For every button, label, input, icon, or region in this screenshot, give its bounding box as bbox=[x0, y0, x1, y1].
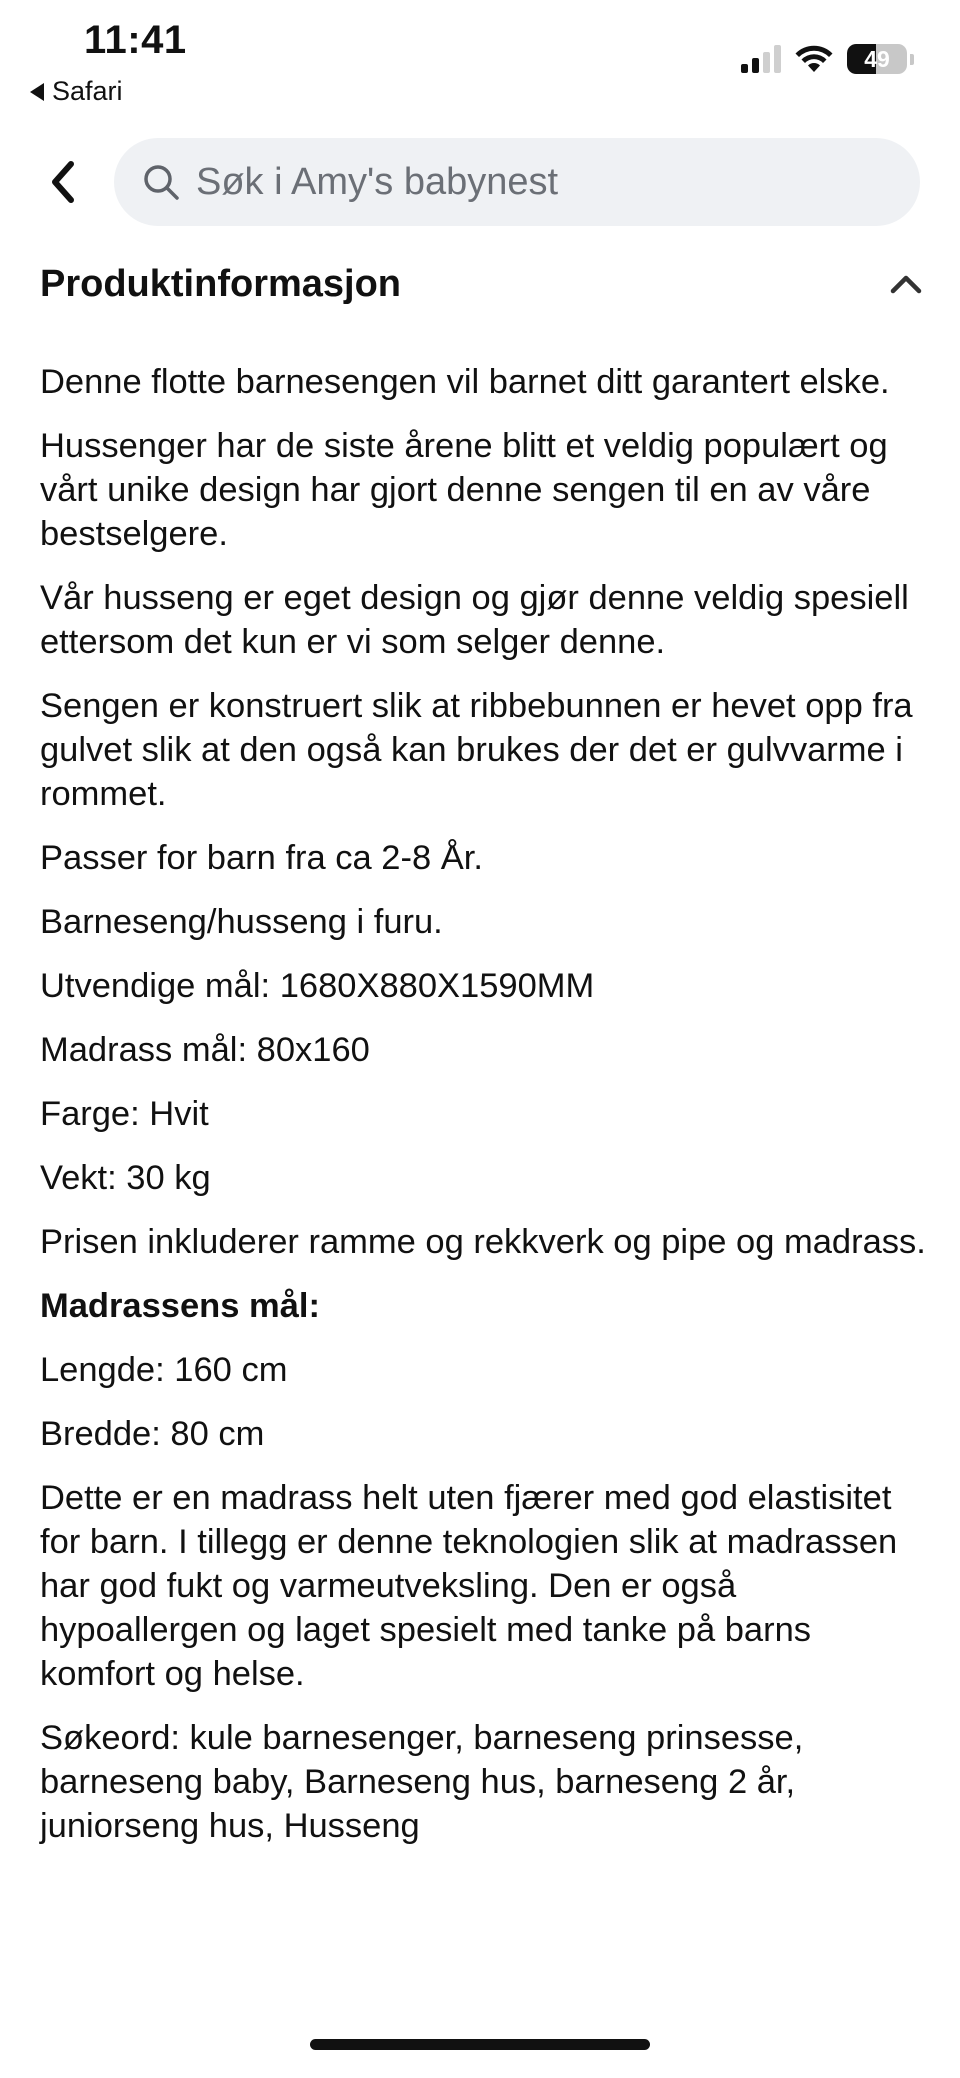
chevron-up-icon[interactable] bbox=[886, 264, 926, 304]
paragraph: Bredde: 80 cm bbox=[40, 1415, 265, 1453]
cellular-signal-icon bbox=[741, 45, 781, 73]
section-title: Produktinformasjon bbox=[40, 262, 402, 305]
back-app-label: Safari bbox=[52, 76, 123, 106]
product-info-header[interactable] bbox=[40, 256, 920, 312]
paragraph: Søkeord: kule barnesenger, barneseng prinsesse, barneseng baby, Barneseng hus, barneseng 2 år, juniorseng hus, Husseng bbox=[40, 1719, 804, 1845]
status-bar bbox=[0, 0, 960, 120]
back-button[interactable] bbox=[34, 154, 90, 210]
mattress-dimensions-heading: Madrassens mål: bbox=[40, 1287, 320, 1325]
paragraph: Madrass mål: 80x160 bbox=[40, 1031, 370, 1069]
status-icons bbox=[741, 44, 914, 74]
battery-icon bbox=[847, 44, 907, 74]
chevron-left-icon bbox=[47, 160, 77, 204]
nav-row bbox=[0, 136, 960, 228]
paragraph: Sengen er konstruert slik at ribbebunnen er hevet opp fra gulvet slik at den også kan brukes der det er gulvvarme i rommet. bbox=[40, 687, 913, 813]
paragraph: Farge: Hvit bbox=[40, 1095, 209, 1133]
paragraph: Utvendige mål: 1680X880X1590MM bbox=[40, 967, 595, 1005]
wifi-icon bbox=[795, 45, 833, 73]
paragraph: Dette er en madrass helt uten fjærer med god elastisitet for barn. I tillegg er denne teknologien slik at madrassen har god fukt og varmeutveksling. Den er også hypoallergen og laget spesielt med tanke på barns komfort og helse. bbox=[40, 1479, 898, 1693]
search-input[interactable] bbox=[194, 160, 898, 205]
battery-percent: 49 bbox=[864, 45, 890, 72]
paragraph: Passer for barn fra ca 2-8 År. bbox=[40, 839, 483, 877]
paragraph: Barneseng/husseng i furu. bbox=[40, 903, 443, 941]
paragraph: Prisen inkluderer ramme og rekkverk og pipe og madrass. bbox=[40, 1223, 926, 1261]
paragraph: Denne flotte barnesengen vil barnet ditt garantert elske. bbox=[40, 363, 890, 401]
home-indicator[interactable] bbox=[310, 2039, 650, 2050]
search-icon bbox=[142, 163, 180, 201]
paragraph: Hussenger har de siste årene blitt et veldig populært og vårt unike design har gjort denne sengen til en av våre bestselgere. bbox=[40, 427, 888, 553]
product-description bbox=[40, 360, 930, 1868]
paragraph: Lengde: 160 cm bbox=[40, 1351, 288, 1389]
back-triangle-icon bbox=[30, 83, 44, 101]
search-bar[interactable] bbox=[114, 138, 920, 226]
paragraph: Vekt: 30 kg bbox=[40, 1159, 211, 1197]
back-to-app-button[interactable] bbox=[30, 76, 123, 107]
status-time: 11:41 bbox=[84, 18, 187, 62]
paragraph: Vår husseng er eget design og gjør denne veldig spesiell ettersom det kun er vi som selger denne. bbox=[40, 579, 909, 661]
